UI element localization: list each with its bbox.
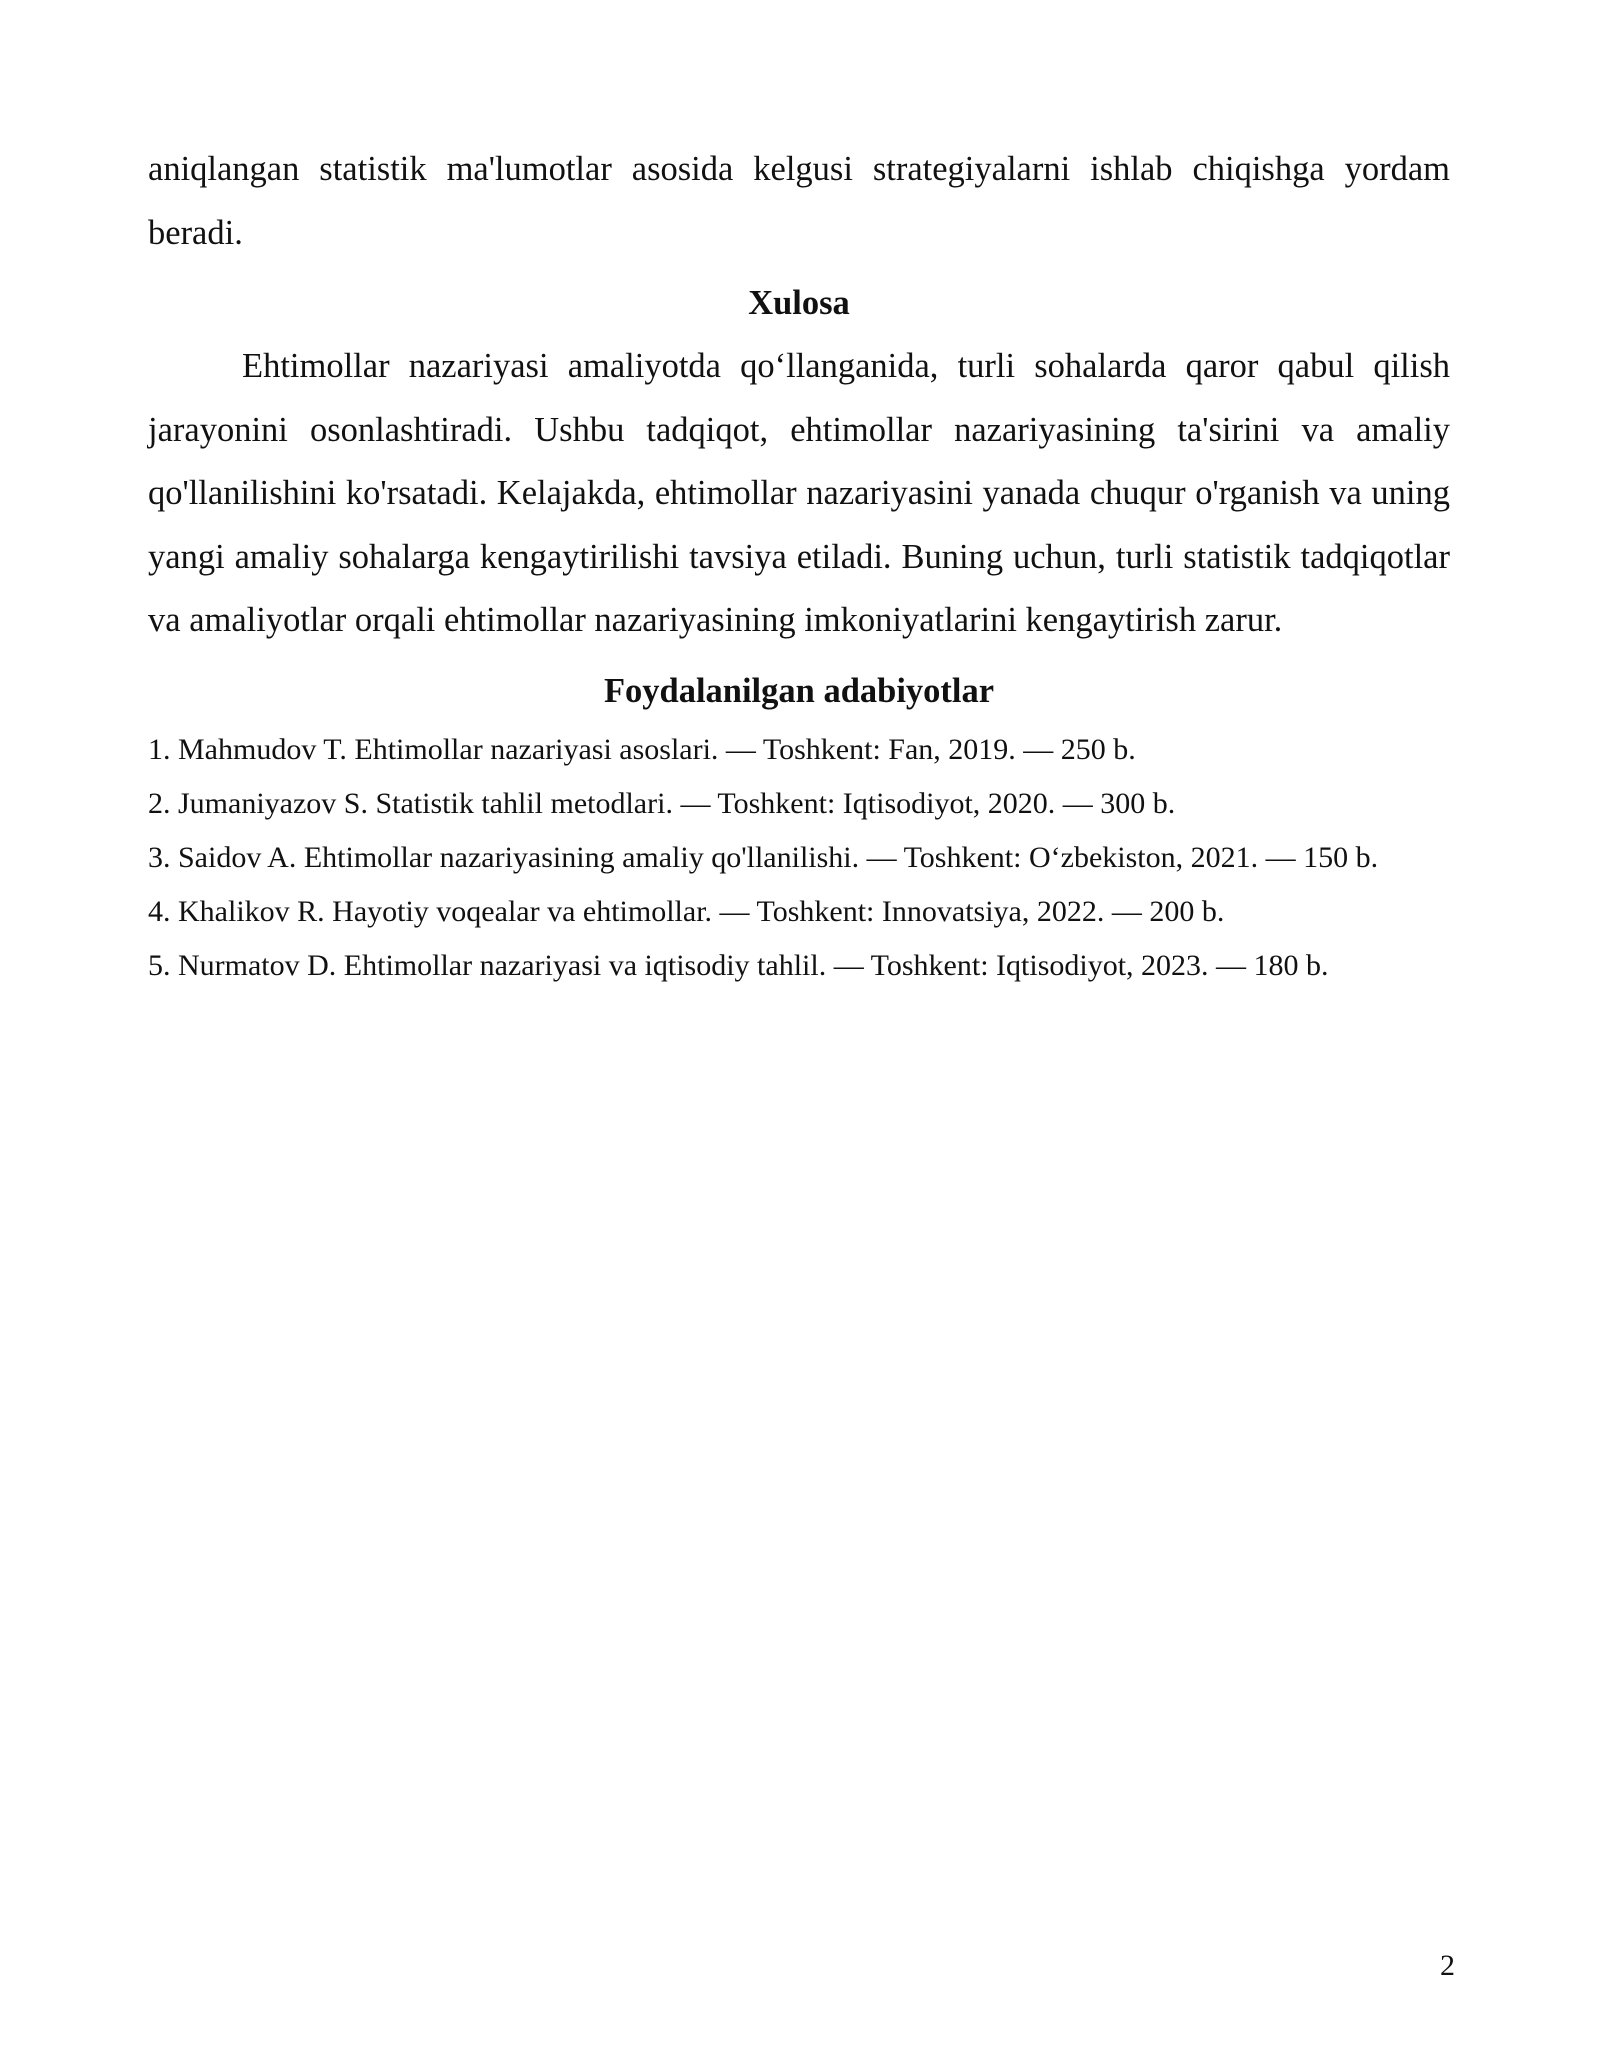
page-number: 2	[1440, 1949, 1455, 1982]
reference-item: 5. Nurmatov D. Ehtimollar nazariyasi va iqtisodiy tahlil. — Toshkent: Iqtisodiyot, 2023. — 180 b.	[148, 948, 1329, 982]
conclusion-heading: Xulosa	[748, 284, 850, 322]
intro-paragraph: aniqlangan statistik ma'lumotlar asosida kelgusi strategiyalarni ishlab chiqishga yordam beradi.	[148, 150, 1450, 252]
reference-item: 3. Saidov A. Ehtimollar nazariyasining amaliy qo'llanilishi. — Toshkent: O‘zbekiston, 2021. — 150 b.	[148, 840, 1379, 874]
references-list	[148, 723, 1450, 993]
page-content	[148, 138, 1450, 993]
references-heading: Foydalanilgan adabiyotlar	[603, 671, 995, 710]
reference-item: 1. Mahmudov T. Ehtimollar nazariyasi asoslari. — Toshkent: Fan, 2019. — 250 b.	[148, 732, 1136, 766]
reference-item: 4. Khalikov R. Hayotiy voqealar va ehtimollar. — Toshkent: Innovatsiya, 2022. — 200 b.	[148, 894, 1225, 928]
conclusion-paragraph: Ehtimollar nazariyasi amaliyotda qo‘llanganida, turli sohalarda qaror qabul qilish jarayonini osonlashtiradi. Ushbu tadqiqot, ehtimollar nazariyasining ta'sirini va amaliy qo'llanilishini ko'rsatadi. Kelajakda, ehtimollar nazariyasini yanada chuqur o'rganish va uning yangi amaliy sohalarga kengaytirilishi tavsiya etiladi. Buning uchun, turli statistik tadqiqotlar va amaliyotlar orqali ehtimollar nazariyasining imkoniyatlarini kengaytirish zarur.	[148, 347, 1450, 639]
reference-item: 2. Jumaniyazov S. Statistik tahlil metodlari. — Toshkent: Iqtisodiyot, 2020. — 300 b.	[148, 786, 1176, 820]
